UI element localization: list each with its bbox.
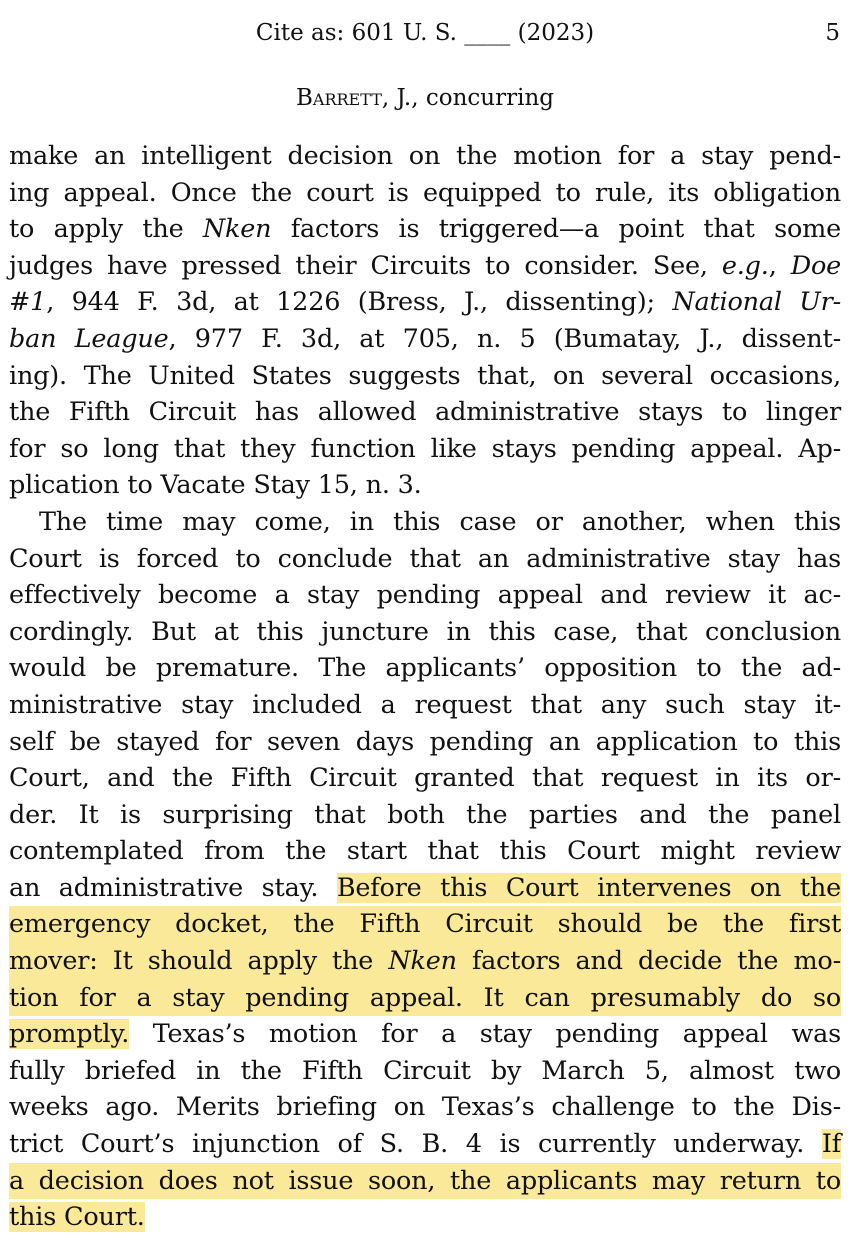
case-name: Doe bbox=[790, 250, 842, 281]
text-span: Texas’s motion for a stay pending appeal was bbox=[129, 1019, 841, 1050]
text-line bbox=[9, 870, 841, 907]
text-span: factors is triggered—a point that some bbox=[271, 214, 841, 245]
highlighted-line: a decision does not issue soon, the applicants may return to bbox=[9, 1163, 841, 1200]
text-line bbox=[9, 248, 841, 285]
case-name: Nken bbox=[388, 946, 457, 977]
text-line: would be premature. The applicants’ opposition to the ad- bbox=[9, 653, 841, 684]
text-span: factors and decide the mo- bbox=[456, 946, 841, 977]
text-line: for so long that they function like stays pending appeal. Ap- bbox=[9, 433, 841, 464]
opinion-author-heading bbox=[0, 83, 850, 113]
case-name: Nken bbox=[202, 214, 272, 245]
page-number: 5 bbox=[825, 20, 840, 46]
text-line: self be stayed for seven days pending an application to this bbox=[9, 726, 841, 757]
text-line bbox=[9, 1126, 841, 1163]
author-name: Barrett bbox=[296, 85, 382, 111]
text-line bbox=[9, 1199, 841, 1236]
text-line: Court, and the Fifth Circuit granted that request in its or- bbox=[9, 763, 841, 794]
highlighted-text: promptly. bbox=[9, 1019, 130, 1050]
running-header bbox=[0, 18, 850, 48]
text-line: Court is forced to conclude that an administrative stay has bbox=[9, 543, 841, 574]
text-line: make an intelligent decision on the motion for a stay pend- bbox=[9, 141, 841, 171]
text-span: an administrative stay. bbox=[9, 872, 337, 903]
highlighted-line: tion for a stay pending appeal. It can presumably do so bbox=[9, 980, 841, 1017]
text-span: , 944 F. 3d, at 1226 (Bress, J., dissenting); bbox=[46, 287, 673, 318]
highlighted-text: Before this Court intervenes on the bbox=[336, 872, 842, 903]
text-line: ing). The United States suggests that, on several occasions, bbox=[9, 360, 841, 391]
text-line: ministrative stay included a request that any such stay it- bbox=[9, 689, 841, 720]
text-line bbox=[9, 321, 841, 358]
case-name: #1 bbox=[9, 287, 47, 318]
text-line: ing appeal. Once the court is equipped to rule, its obligation bbox=[9, 177, 841, 208]
text-line: contemplated from the start that this Court might review bbox=[9, 836, 841, 867]
opinion-text bbox=[9, 138, 841, 1236]
highlighted-text: If bbox=[821, 1129, 841, 1160]
text-span: mover: It should apply the bbox=[9, 946, 389, 977]
case-name: National Ur- bbox=[672, 287, 841, 318]
text-span: to apply the bbox=[9, 214, 203, 245]
text-line: The time may come, in this case or another, when this bbox=[39, 506, 841, 537]
text-line: cordingly. But at this juncture in this case, that conclusion bbox=[9, 616, 841, 647]
highlighted-line: emergency docket, the Fifth Circuit should be the first bbox=[9, 906, 841, 943]
text-line bbox=[9, 211, 841, 248]
text-span: , bbox=[768, 250, 791, 281]
text-span: trict Court’s injunction of S. B. 4 is currently underway. bbox=[9, 1129, 822, 1160]
citation: Cite as: 601 U. S. ____ (2023) bbox=[255, 20, 595, 46]
text-line: weeks ago. Merits briefing on Texas’s challenge to the Dis- bbox=[9, 1092, 841, 1123]
text-line bbox=[9, 1016, 841, 1053]
text-line: plication to Vacate Stay 15, n. 3. bbox=[9, 470, 422, 501]
text-line: effectively become a stay pending appeal and review it ac- bbox=[9, 580, 841, 611]
text-line: fully briefed in the Fifth Circuit by March 5, almost two bbox=[9, 1055, 841, 1086]
text-span: , 977 F. 3d, at 705, n. 5 (Bumatay, J., dissent- bbox=[168, 323, 841, 354]
signal: e.g. bbox=[721, 250, 769, 281]
text-line: the Fifth Circuit has allowed administrative stays to linger bbox=[9, 397, 841, 428]
text-line bbox=[9, 284, 841, 321]
case-name: ban League bbox=[9, 323, 169, 354]
highlighted-line bbox=[9, 943, 841, 980]
author-role: , J., concurring bbox=[381, 85, 554, 111]
highlighted-text: this Court. bbox=[9, 1202, 145, 1233]
text-line: der. It is surprising that both the parties and the panel bbox=[9, 799, 841, 830]
text-span: judges have pressed their Circuits to consider. See, bbox=[9, 250, 722, 281]
